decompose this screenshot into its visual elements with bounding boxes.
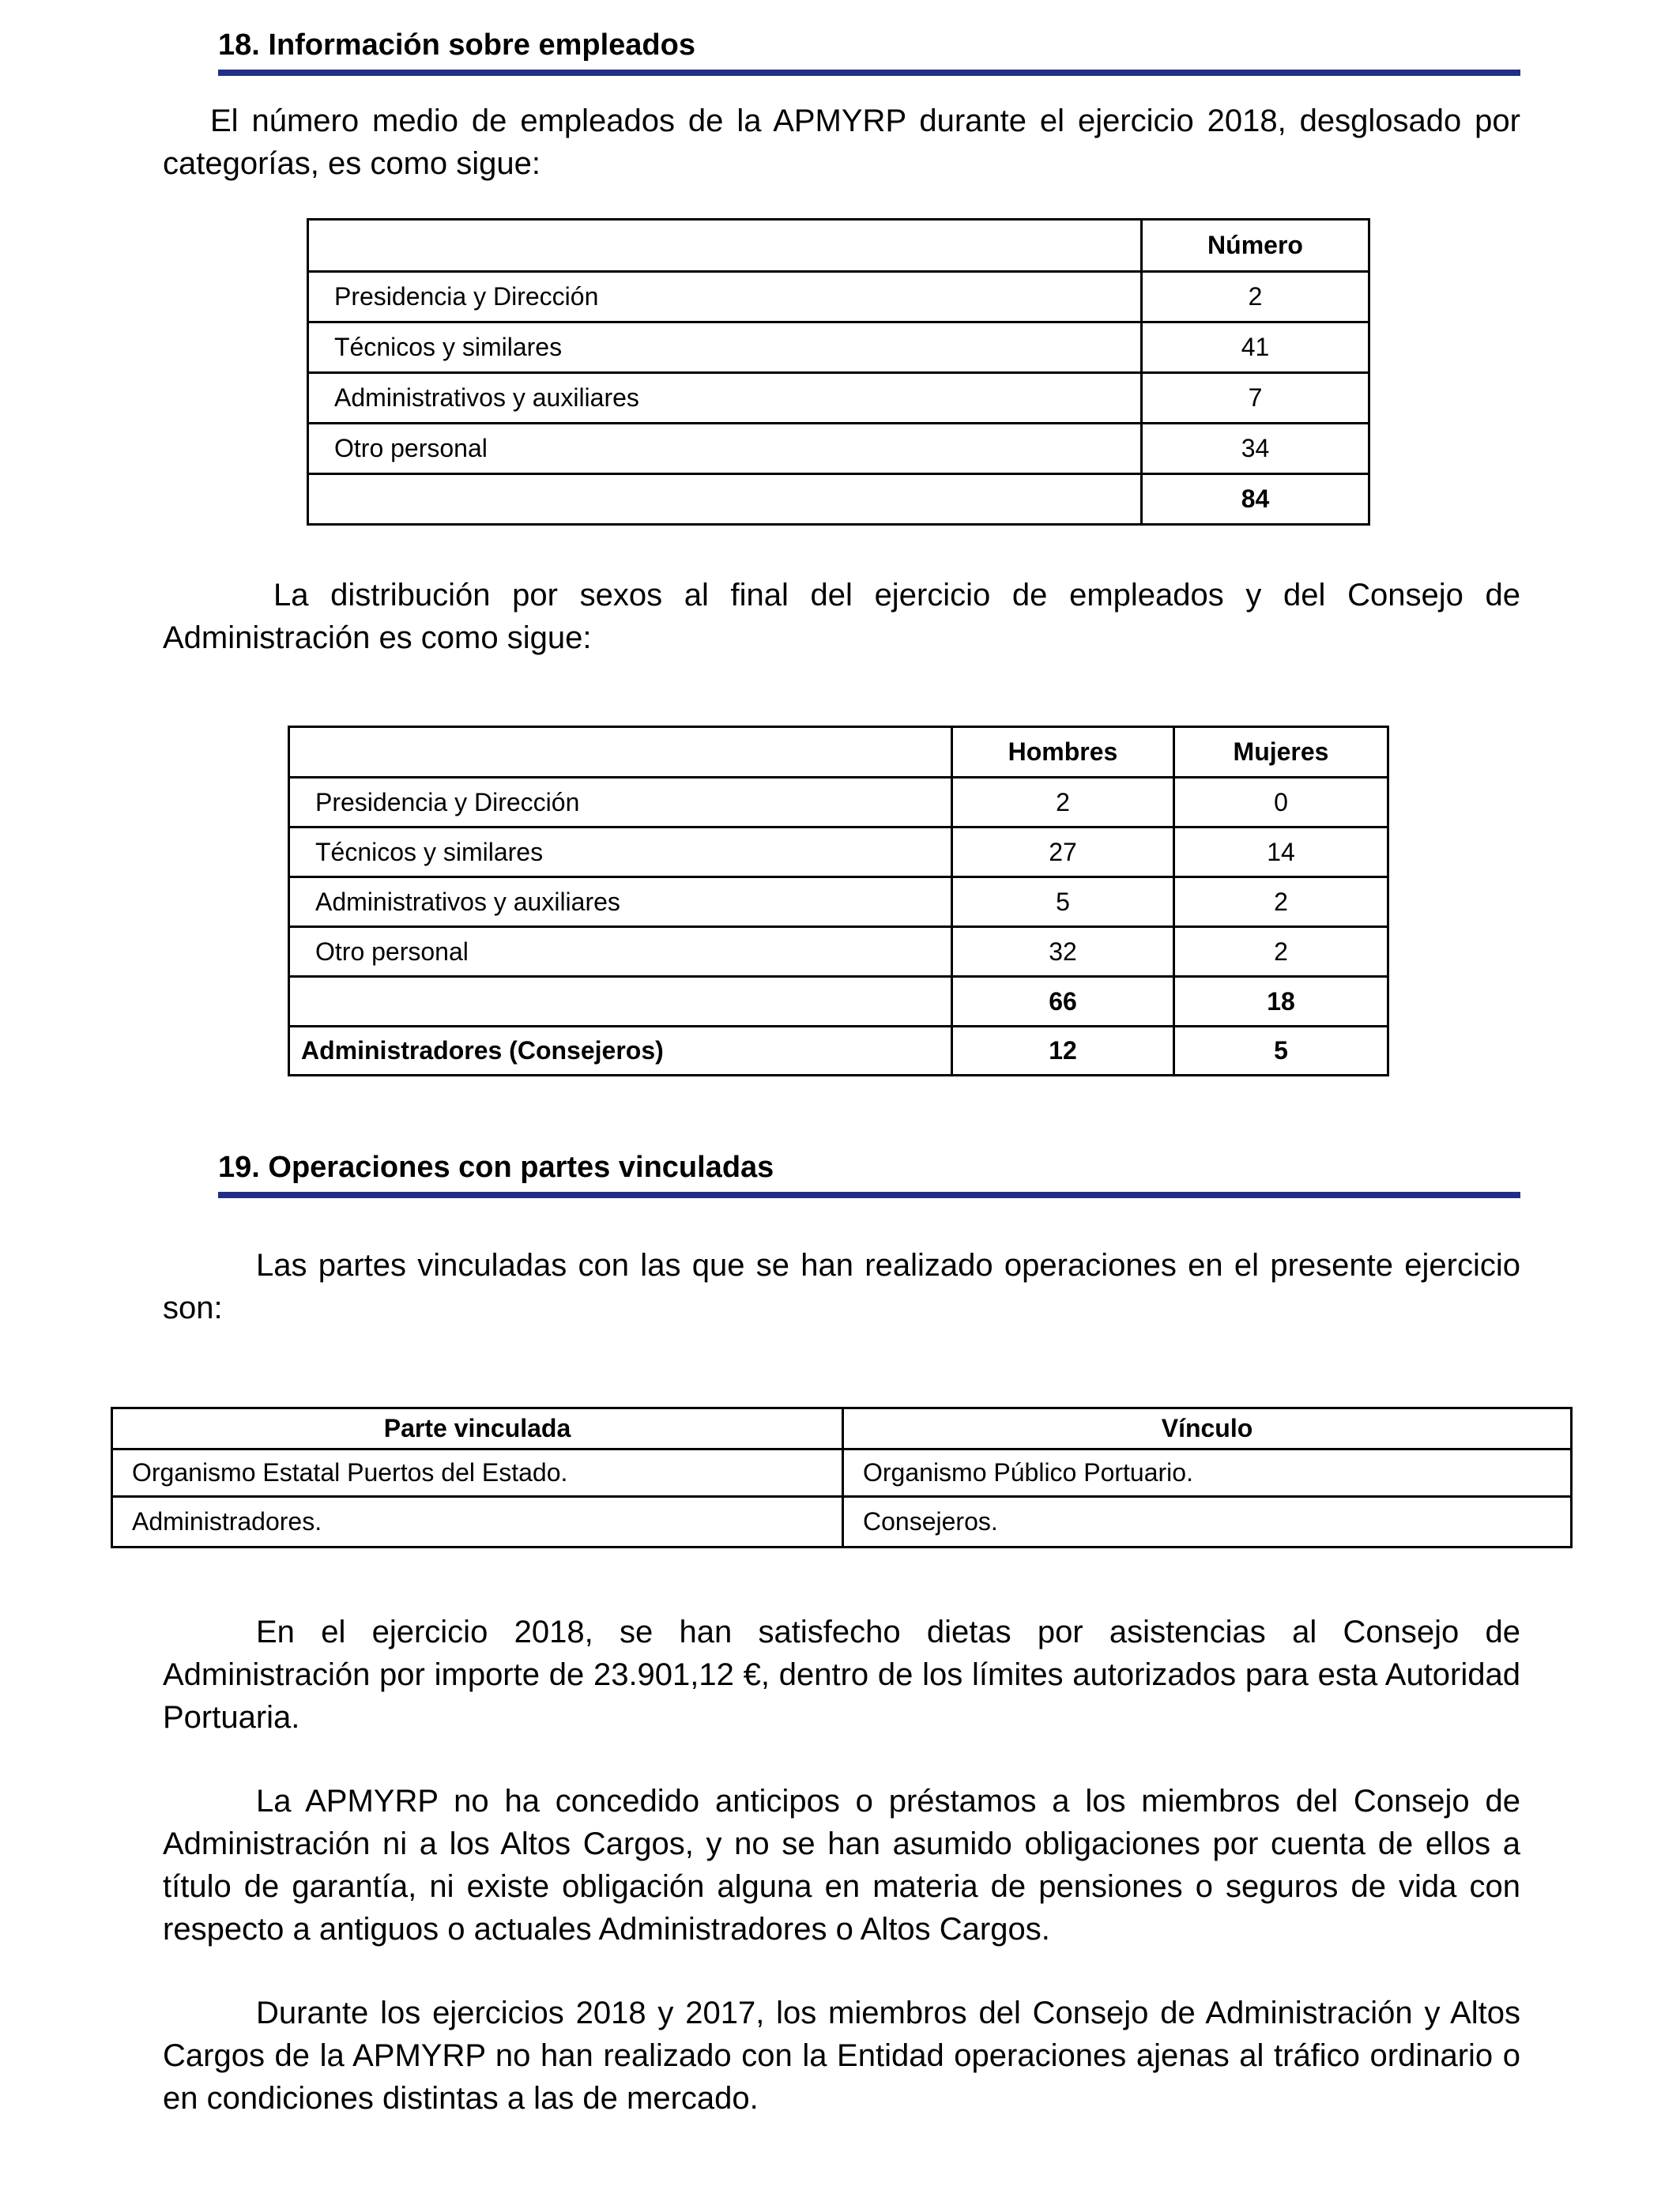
table2-header-hombres: Hombres [952,727,1174,778]
table2-admin-label: Administradores (Consejeros) [289,1027,952,1076]
table2-row-hombres: 27 [952,827,1174,877]
table2-row-label: Presidencia y Dirección [289,778,952,827]
table2-row-hombres: 5 [952,877,1174,927]
table2-header-mujeres: Mujeres [1174,727,1388,778]
table2-total-empty [289,977,952,1027]
table1-header-numero: Número [1142,220,1369,272]
table2-total-mujeres: 18 [1174,977,1388,1027]
table1-total-value: 84 [1142,474,1369,525]
employees-gender-table [288,726,1389,1076]
table1-row-value: 7 [1142,373,1369,424]
table2-row-mujeres: 2 [1174,927,1388,977]
table3-row-parte: Administradores. [112,1497,843,1547]
table2-row-mujeres: 14 [1174,827,1388,877]
table3-row-parte: Organismo Estatal Puertos del Estado. [112,1449,843,1497]
table1-row-value: 34 [1142,424,1369,474]
table2-row-label: Otro personal [289,927,952,977]
table2-row-label: Técnicos y similares [289,827,952,877]
section-19-anticipos: La APMYRP no ha concedido anticipos o préstamos a los miembros del Consejo de Administración ni a los Altos Cargos, y no se han asumido obligaciones por cuenta de ellos a título de garantía, ni existe obligación alguna en materia de pensiones o seguros de vida con respecto a antiguos o actuales Administradores o Altos Cargos. [163,1784,1520,1947]
table1-row-value: 41 [1142,322,1369,373]
table1-row-label: Administrativos y auxiliares [308,373,1142,424]
table1-row-label: Técnicos y similares [308,322,1142,373]
section-19-title: 19. Operaciones con partes vinculadas [218,1151,774,1184]
table2-admin-hombres: 12 [952,1027,1174,1076]
employees-average-table [307,218,1370,526]
table3-header-vinculo: Vínculo [843,1408,1572,1449]
table3-row-vinculo: Consejeros. [843,1497,1572,1547]
table2-row-mujeres: 0 [1174,778,1388,827]
table1-total-empty [308,474,1142,525]
section-19-dietas: En el ejercicio 2018, se han satisfecho dietas por asistencias al Consejo de Administración por importe de 23.901,12 €, dentro de los límites autorizados para esta Autoridad Portuaria. [163,1615,1520,1735]
section-18-gender-intro: La distribución por sexos al final del ejercicio de empleados y del Consejo de Administración es como sigue: [163,578,1520,655]
related-parties-table [111,1407,1573,1548]
table2-total-hombres: 66 [952,977,1174,1027]
section-18-title: 18. Información sobre empleados [218,28,695,62]
table2-row-label: Administrativos y auxiliares [289,877,952,927]
table2-empty-header [289,727,952,778]
section-19-intro: Las partes vinculadas con las que se han realizado operaciones en el presente ejercicio son: [163,1248,1520,1325]
section-18-rule [218,70,1520,76]
table3-row-vinculo: Organismo Público Portuario. [843,1449,1572,1497]
table1-row-label: Otro personal [308,424,1142,474]
table3-header-parte: Parte vinculada [112,1408,843,1449]
section-19-rule [218,1192,1520,1198]
section-19-operaciones: Durante los ejercicios 2018 y 2017, los miembros del Consejo de Administración y Altos Cargos de la APMYRP no han realizado con la Entidad operaciones ajenas al tráfico ordinario o en condiciones distintas a las de mercado. [163,1996,1520,2116]
table2-row-hombres: 2 [952,778,1174,827]
table2-row-mujeres: 2 [1174,877,1388,927]
table1-row-value: 2 [1142,272,1369,322]
table2-row-hombres: 32 [952,927,1174,977]
table1-row-label: Presidencia y Dirección [308,272,1142,322]
table1-empty-header [308,220,1142,272]
section-18-intro: El número medio de empleados de la APMYRP durante el ejercicio 2018, desglosado por categorías, es como sigue: [163,104,1520,181]
table2-admin-mujeres: 5 [1174,1027,1388,1076]
